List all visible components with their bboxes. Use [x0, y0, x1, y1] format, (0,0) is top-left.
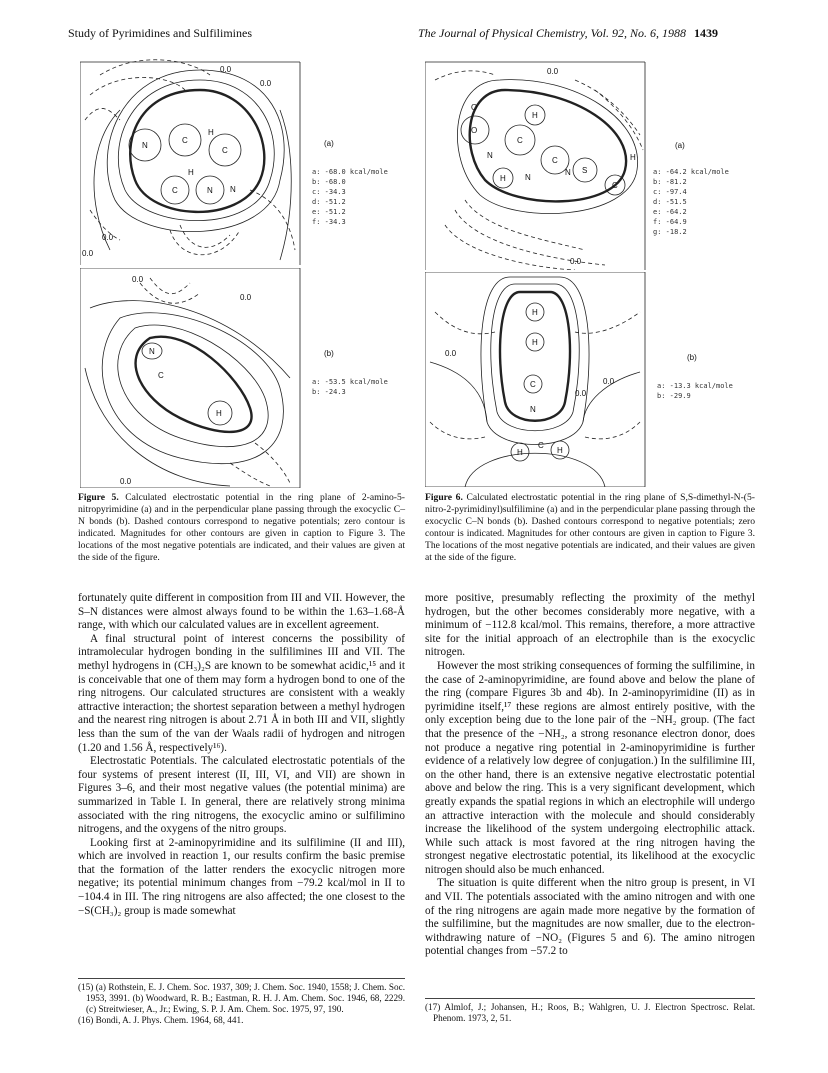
fig5b-contour-label: 0.0	[132, 275, 144, 284]
fig6a-minimum: f: -64.9	[653, 218, 687, 226]
fig5b-atom: C	[158, 371, 164, 380]
fig6a-panel-label: (a)	[675, 141, 685, 150]
footnotes-left	[78, 982, 405, 1026]
fig6b-atom: C	[538, 441, 544, 450]
fig6a-minimum: c: -97.4	[653, 188, 687, 196]
fig5b-contour-label: 0.0	[120, 477, 132, 486]
journal-citation	[418, 26, 718, 41]
figure-5-caption	[78, 492, 405, 564]
fig5a-minimum: e: -51.2	[312, 208, 346, 216]
figure-6-caption	[425, 492, 755, 564]
fig6a-minimum: g: -18.2	[653, 228, 687, 236]
fig6a-atom: C	[552, 156, 558, 165]
fig6a-atom: O	[471, 126, 478, 135]
fig6a-atom: H	[500, 174, 506, 183]
fig6a-atom: H	[630, 153, 636, 162]
body-column-right	[425, 592, 755, 959]
fig6a-atom: H	[532, 111, 538, 120]
fig5b-minimum: a: -53.5 kcal/mole	[312, 378, 388, 386]
footnote: (15) (a) Rothstein, E. J. Chem. Soc. 1937, 309; J. Chem. Soc. 1940, 1558; J. Chem. Soc. 1953, 3991. (b) Woodward, R. B.; Eastman, R. H. J. Am. Chem. Soc. 1946, 68, 2229. (c) Streitwieser, A., Jr.; Ewing, S. P. J. Am. Chem. Soc. 1975, 97, 190.	[78, 982, 405, 1014]
fig6a-contour-label: 0.0	[547, 67, 559, 76]
fig6b-contour-label: 0.0	[603, 377, 615, 386]
footnote-rule	[78, 978, 405, 979]
fig5b-minimum: b: -24.3	[312, 388, 346, 396]
fig5a-atom: C	[222, 146, 228, 155]
fig5a-minimum: c: -34.3	[312, 188, 346, 196]
figure-6b	[425, 272, 760, 487]
paragraph: Looking first at 2-aminopyrimidine and its sulfilimine (II and III), which are involved in reaction 1, our results confirm the basic premise that the formation of the latter renders the exocyclic nitrogen more negative; its potential minimum changes from −79.2 kcal/mol in II to −104.4 in III. The ring nitrogens are also affected; the one closest to the −S(CH₃)₂ group is made somewhat	[78, 836, 405, 917]
paragraph: Electrostatic Potentials. The calculated electrostatic potentials of the four systems of present interest (II, III, VI, and VII) are shown in Figures 3–6, and their most negative values (the potential minima) are summarized in Table I. In general, there are relatively strong minima associated with the ring nitrogens, the exocyclic amino or sulfilimino nitrogens, and the oxygens of the nitro groups.	[78, 755, 405, 836]
footnote-rule	[425, 998, 755, 999]
fig5a-atom: H	[208, 128, 214, 137]
figure-6a	[425, 50, 760, 270]
fig6a-minimum: b: -81.2	[653, 178, 687, 186]
fig5b-atom: N	[149, 347, 155, 356]
fig6b-atom: H	[557, 446, 563, 455]
fig5a-minimum: b: -68.0	[312, 178, 346, 186]
footnote: (17) Almlof, J.; Johansen, H.; Roos, B.; Wahlgren, U. J. Electron Spectrosc. Relat. Phenom. 1973, 2, 51.	[425, 1002, 755, 1023]
fig6a-atom: N	[525, 173, 531, 182]
fig5a-atom: C	[182, 136, 188, 145]
fig5a-atom: H	[188, 168, 194, 177]
paragraph: A final structural point of interest concerns the possibility of intramolecular hydrogen bonding in the sulfilimines III and VII. The methyl hydrogens in (CH₃)₂S are known to be somewhat acidic,¹⁵ and it is conceivable that one of them may form a hydrogen bond to one of the ring nitrogens. Our calculated structures are consistent with a weakly attractive interaction; the shortest separation between a methyl hydrogen and the nearest ring nitrogen is about 2.71 Å in both III and VII, slightly less than the sum of the van der Waals radii of hydrogen and nitrogen (1.20 and 1.56 Å, respectively¹⁶).	[78, 632, 405, 754]
figure-5-label: Figure 5.	[78, 492, 119, 503]
figure-6-caption-text: Calculated electrostatic potential in the ring plane of S,S-dimethyl-N-(5-nitro-2-pyrimidinyl)sulfilimine (a) and in the perpendicular plane passing through the exocyclic C–N bonds (b). Dashed contours correspond to negative potentials; zero contour is indicated. Magnitudes for other contours are given in caption to Figure 3. The locations of the most negative potentials are indicated, and their values are given at the side of the figure.	[425, 492, 755, 563]
fig6a-atom: N	[565, 168, 571, 177]
fig6b-minimum: a: -13.3 kcal/mole	[657, 382, 733, 390]
fig5a-atom: N	[207, 186, 213, 195]
figure-6-label: Figure 6.	[425, 492, 463, 503]
fig6a-atom: N	[487, 151, 493, 160]
fig6a-atom: S	[582, 166, 588, 175]
fig5a-contour-label: 0.0	[82, 249, 94, 258]
body-column-left	[78, 592, 405, 918]
fig5a-contour-label: 0.0	[260, 79, 272, 88]
fig6b-panel-label: (b)	[687, 353, 697, 362]
footnote: (16) Bondi, A. J. Phys. Chem. 1964, 68, 441.	[78, 1015, 244, 1025]
fig6a-atom: O	[471, 103, 478, 112]
figure-5a	[80, 50, 415, 265]
journal-name: The Journal of Physical Chemistry, Vol. 92, No. 6, 1988	[418, 26, 686, 40]
fig6a-minimum: a: -64.2 kcal/mole	[653, 168, 729, 176]
fig6a-minimum: e: -64.2	[653, 208, 687, 216]
fig5a-panel-label: (a)	[324, 139, 334, 148]
fig5a-atom: N	[142, 141, 148, 150]
fig6a-atom: C	[517, 136, 523, 145]
fig5a-contour-label: 0.0	[220, 65, 232, 74]
fig5a-atom: C	[172, 186, 178, 195]
fig6a-minimum: d: -51.5	[653, 198, 687, 206]
fig5b-atom: H	[216, 409, 222, 418]
fig5a-contour-label: 0.0	[102, 233, 114, 242]
fig6b-atom: H	[532, 338, 538, 347]
fig5a-minimum: a: -68.0 kcal/mole	[312, 168, 388, 176]
fig6b-atom: H	[517, 448, 523, 457]
paragraph: fortunately quite different in composition from III and VII. However, the S–N distances were almost always found to be within the 1.63–1.68-Å range, with which our calculated values are in excellent agreement.	[78, 592, 405, 632]
paragraph: more positive, presumably reflecting the proximity of the methyl hydrogen, but the other becomes considerably more negative, with a minimum of −112.8 kcal/mol. This remains, therefore, a more attractive site for the initial approach of an electrophile than is the exocyclic nitrogen.	[425, 592, 755, 659]
footnotes-right	[425, 1002, 755, 1024]
figure-5-caption-text: Calculated electrostatic potential in the ring plane of 2-amino-5-nitropyrimidine (a) and in the perpendicular plane passing through the exocyclic C–N bonds (b). Dashed contours correspond to negative potentials; zero contour is indicated. Magnitudes for other contours are given in caption to Figure 3. The locations of the most negative potentials are indicated, and their values are given at the side of the figure.	[78, 492, 405, 563]
fig5b-panel-label: (b)	[324, 349, 334, 358]
fig5a-minimum: f: -34.3	[312, 218, 346, 226]
fig6b-contour-label: 0.0	[445, 349, 457, 358]
fig6b-contour-label: 0.0	[575, 389, 587, 398]
fig6b-minimum: b: -29.9	[657, 392, 691, 400]
fig6a-atom: C	[612, 181, 618, 190]
fig6a-contour-label: 0.0	[570, 257, 582, 266]
paragraph: However the most striking consequences of forming the sulfilimine, in the case of 2-aminopyrimidine, are found above and below the plane of the ring (compare Figures 3b and 4b). In 2-aminopyrimidine (II) as in pyrimidine itself,¹⁷ these regions are almost entirely positive, with the only exception being due to the lone pair of the −NH₂ group. (The fact that the presence of the −NH₂, a strong resonance electron donor, does not produce a negative ring potential in 2-aminopyrimidine is further evidence of a relatively low degree of conjugation.) In the sulfilimine III, on the other hand, there is an extensive negative electrostatic potential above and below the ring. This is a very significant development, which greatly expands the spatial regions in which an electrophile will undergo an attractive interaction with the molecule and should considerably increase the likelihood of the system undergoing electrophilic attack. While such attack is most favored at the ring nitrogen having the strongest negative electrostatic potential, its likelihood at the exocyclic nitrogen should also be much enhanced.	[425, 659, 755, 876]
fig6b-atom: C	[530, 380, 536, 389]
fig5a-minimum: d: -51.2	[312, 198, 346, 206]
figure-5b	[80, 268, 415, 488]
fig6b-atom: H	[532, 308, 538, 317]
fig5a-atom: N	[230, 185, 236, 194]
paragraph: The situation is quite different when the nitro group is present, in VI and VII. The potentials associated with the amino nitrogen and with one of the ring nitrogens are again made more negative by the formation of the sulfilimine, but the magnitudes are now smaller, due to the electron-withdrawing nature of −NO₂ (Figures 5 and 6). The amino nitrogen potential changes from −57.2 to	[425, 877, 755, 958]
fig5b-contour-label: 0.0	[240, 293, 252, 302]
page-number: 1439	[694, 26, 718, 40]
fig6b-atom: N	[530, 405, 536, 414]
running-head: Study of Pyrimidines and Sulfilimines	[68, 26, 253, 40]
